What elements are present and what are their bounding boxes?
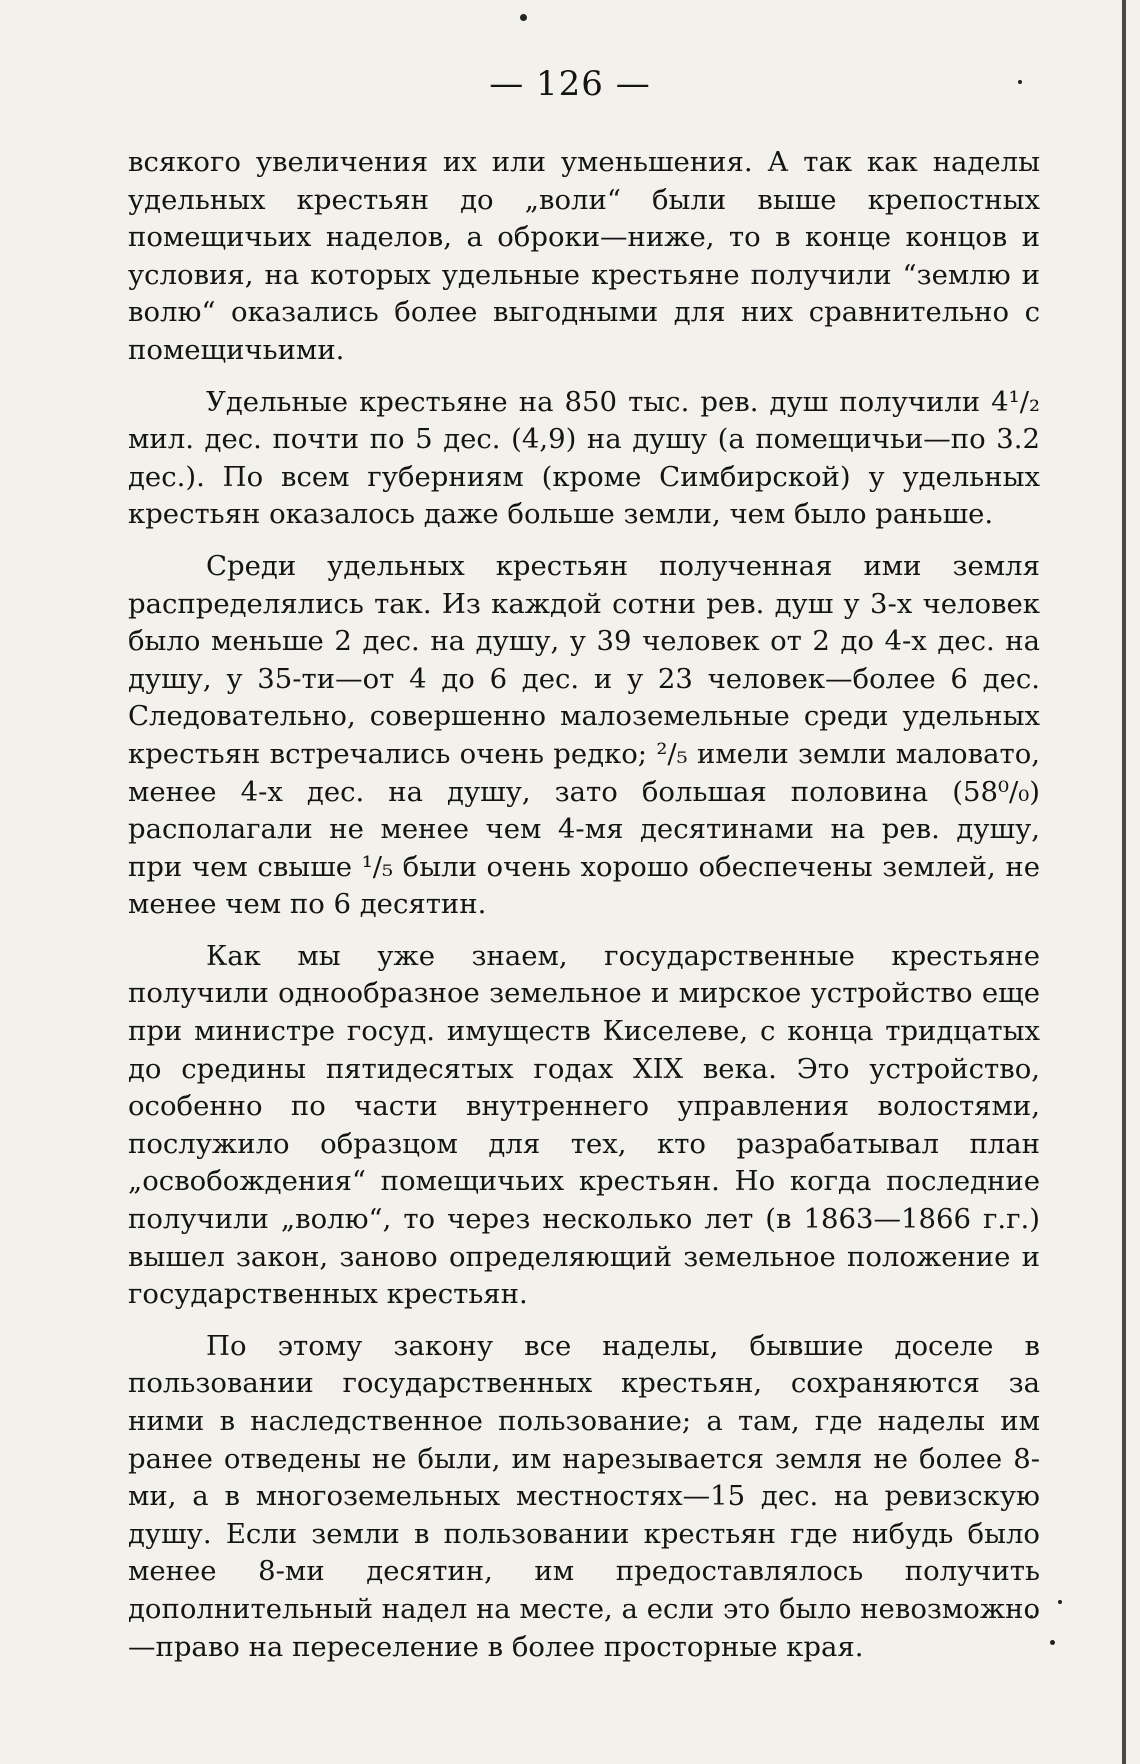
paragraph: Среди удельных крестьян полученная ими земля распределялись так. Из каждой сотни рев. душ у 3-х человек было меньше 2 дес. на душу, у 39 человек от 2 до 4-х дес. на душу, у 35-ти—от 4 до 6 дес. и у 23 человек—более 6 дес. Следовательно, совершенно малоземельные среди удельных крестьян встречались очень редко; ²/₅ имели земли маловато, менее 4-х дес. на душу, зато большая половина (58⁰/₀) располагали не менее чем 4-мя десятинами на рев. душу, при чем свыше ¹/₅ были очень хорошо обеспечены землей, не менее чем по 6 десятин.: [128, 549, 1040, 921]
paragraph: По этому закону все наделы, бывшие доселе в пользовании государственных крестьян, сохраняются за ними в наследственное пользование; а там, где наделы им ранее отведены не были, им нарезывается земля не более 8-ми, а в многоземельных местностях—15 дес. на ревизскую душу. Если земли в пользовании крестьян где нибудь было менее 8-ми десятин, им предоставлялось получить дополнительный надел на месте, а если это было невозможно—право на переселение в более просторные края.: [128, 1329, 1040, 1663]
scan-speck: [520, 14, 527, 21]
scan-speck: [1050, 1640, 1055, 1645]
paragraph: Как мы уже знаем, государственные крестьяне получили однообразное земельное и мирское устройство еще при министре госуд. имуществ Киселеве, с конца тридцатых до средины пятидесятых годах XIX века. Это устройство, особенно по части внутреннего управления волостями, послужило образцом для тех, кто разрабатывал план „освобождения“ помещичьих крестьян. Но когда последние получили „волю“, то через несколько лет (в 1863—1866 г.г.) вышел закон, заново определяющий земельное положение и государственных крестьян.: [128, 939, 1040, 1311]
body-text: [128, 144, 1040, 1680]
page-edge-shadow: [1122, 0, 1126, 1764]
scan-speck: [1058, 1600, 1062, 1604]
page-number: — 126 —: [489, 64, 651, 104]
paragraph: Удельные крестьяне на 850 тыс. рев. душ получили 4¹/₂ мил. дес. почти по 5 дес. (4,9) на душу (а помещичьи—по 3.2 дес.). По всем губерниям (кроме Симбирской) у удельных крестьян оказалось даже больше земли, чем было раньше.: [128, 385, 1040, 531]
paragraph: всякого увеличения их или уменьшения. А так как наделы удельных крестьян до „воли“ были выше крепостных помещичьих наделов, а оброки—ниже, то в конце концов и условия, на которых удельные крестьяне получили “землю и волю“ оказались более выгодными для них сравнительно с помещичьими.: [128, 146, 1040, 366]
